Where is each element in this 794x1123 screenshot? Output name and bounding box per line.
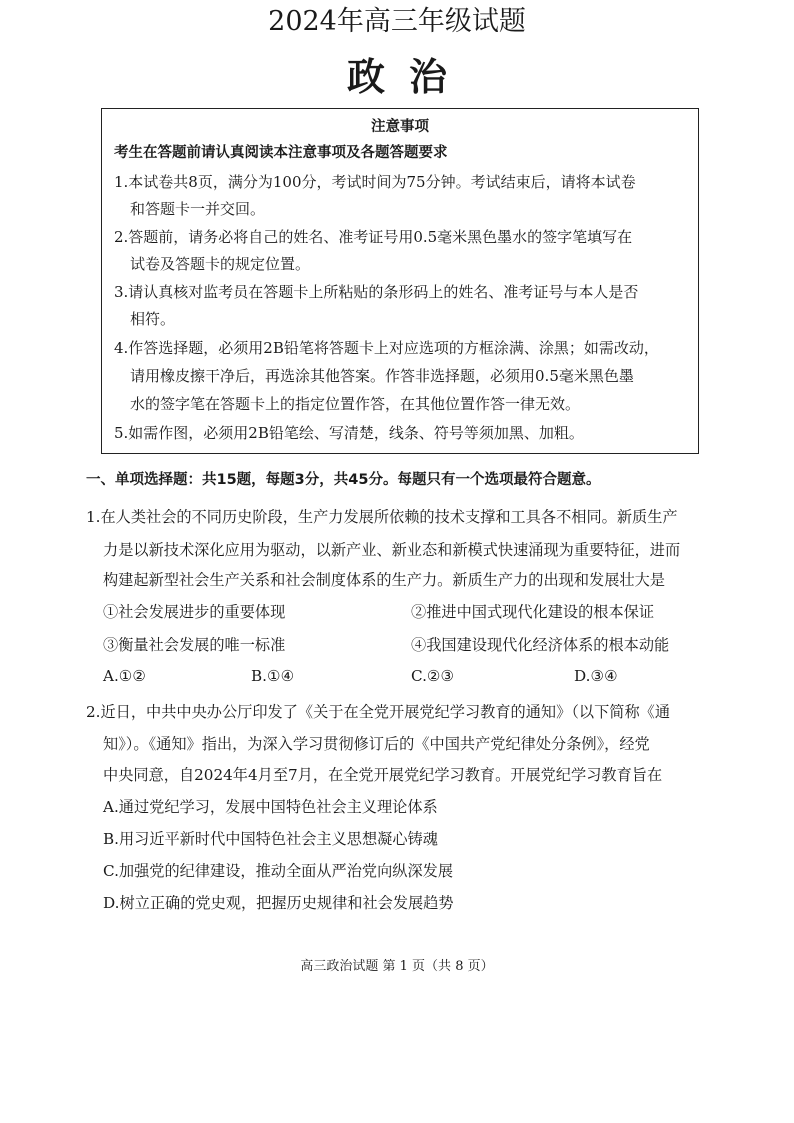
q1-stem-line: 力是以新技术深化应用为驱动，以新产业、新业态和新模式快速涌现为重要特征，进而 xyxy=(103,541,681,559)
notice-line: 和答题卡一并交回。 xyxy=(130,200,266,218)
q2-option-a: A.通过党纪学习，发展中国特色社会主义理论体系 xyxy=(103,798,438,816)
q1-statement: ②推进中国式现代化建设的根本保证 xyxy=(411,603,654,621)
notice-box xyxy=(101,108,699,454)
notice-line: 试卷及答题卡的规定位置。 xyxy=(130,255,311,273)
q2-option-c: C.加强党的纪律建设，推动全面从严治党向纵深发展 xyxy=(103,862,454,880)
notice-line: 3.请认真核对监考员在答题卡上所粘贴的条形码上的姓名、准考证号与本人是否 xyxy=(114,283,639,301)
q1-statement: ③衡量社会发展的唯一标准 xyxy=(103,636,286,654)
q1-option-b: B.①④ xyxy=(251,667,295,685)
q1-statement: ①社会发展进步的重要体现 xyxy=(103,603,286,621)
notice-intro: 考生在答题前请认真阅读本注意事项及各题答题要求 xyxy=(114,145,448,161)
notice-line: 4.作答选择题，必须用2B铅笔将答题卡上对应选项的方框涂满、涂黑；如需改动， xyxy=(114,339,659,357)
q2-option-b: B.用习近平新时代中国特色社会主义思想凝心铸魂 xyxy=(103,830,438,848)
q1-option-a: A.①② xyxy=(103,667,147,685)
notice-line: 相符。 xyxy=(130,310,176,328)
notice-heading: 注意事项 xyxy=(371,119,429,135)
q1-option-c: C.②③ xyxy=(411,667,455,685)
q2-stem-line: 知》）。《通知》指出，为深入学习贯彻修订后的《中国共产党纪律处分条例》，经党 xyxy=(103,735,650,753)
q1-stem-line: 1.在人类社会的不同历史阶段，生产力发展所依赖的技术支撑和工具各不相同。新质生产 xyxy=(86,508,678,526)
q2-option-d: D.树立正确的党史观，把握历史规律和社会发展趋势 xyxy=(103,894,454,912)
notice-line: 2.答题前，请务必将自己的姓名、准考证号用0.5毫米黑色墨水的签字笔填写在 xyxy=(114,228,633,246)
notice-line: 请用橡皮擦干净后，再选涂其他答案。作答非选择题，必须用0.5毫米黑色墨 xyxy=(130,367,634,385)
q2-stem-line: 2.近日，中共中央办公厅印发了《关于在全党开展党纪学习教育的通知》（以下简称《通 xyxy=(86,703,671,721)
subject-title: 政治 xyxy=(346,54,471,99)
exam-title: 2024年高三年级试题 xyxy=(268,6,526,37)
page-footer: 高三政治试题 第 1 页（共 8 页） xyxy=(300,959,494,974)
q1-statement: ④我国建设现代化经济体系的根本动能 xyxy=(411,636,670,654)
q1-stem-line: 构建起新型社会生产关系和社会制度体系的生产力。新质生产力的出现和发展壮大是 xyxy=(103,571,665,589)
q1-option-d: D.③④ xyxy=(574,667,618,685)
notice-line: 1.本试卷共8页，满分为100分，考试时间为75分钟。考试结束后，请将本试卷 xyxy=(114,173,636,191)
section-heading: 一、单项选择题：共15题，每题3分，共45分。每题只有一个选项最符合题意。 xyxy=(86,472,601,488)
notice-line: 水的签字笔在答题卡上的指定位置作答，在其他位置作答一律无效。 xyxy=(130,395,581,413)
q2-stem-line: 中央同意，自2024年4月至7月，在全党开展党纪学习教育。开展党纪学习教育旨在 xyxy=(103,766,663,784)
notice-line: 5.如需作图，必须用2B铅笔绘、写清楚，线条、符号等须加黑、加粗。 xyxy=(114,424,584,442)
